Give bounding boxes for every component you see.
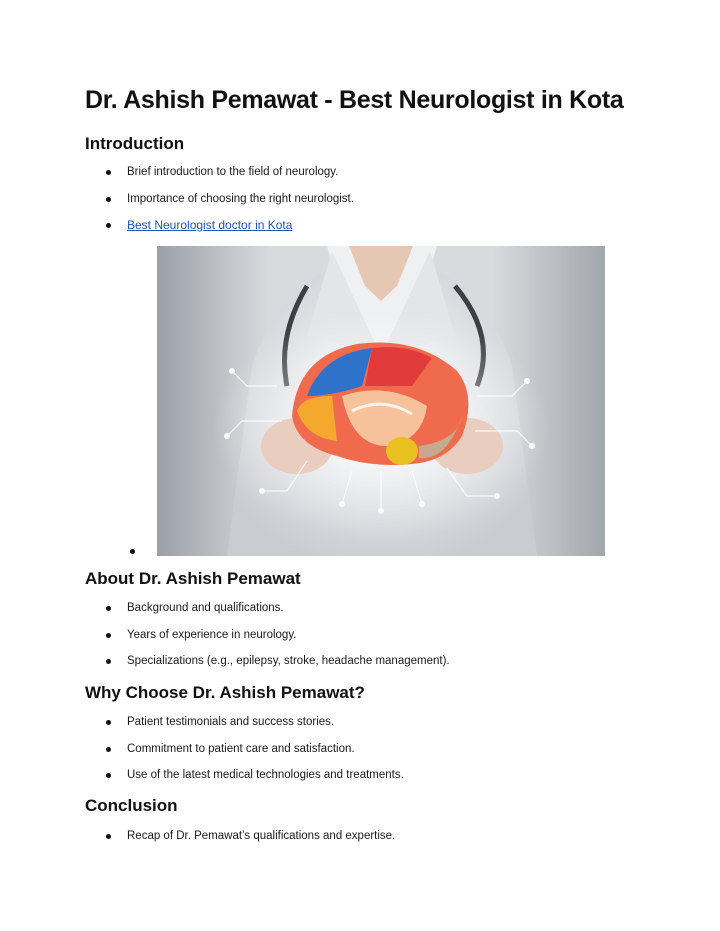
list-item: Background and qualifications. xyxy=(85,599,450,626)
image-list-item xyxy=(85,246,615,558)
list-item: Use of the latest medical technologies and treatments. xyxy=(85,766,404,793)
section-heading-about: About Dr. Ashish Pemawat xyxy=(85,569,301,588)
section-heading-why-choose: Why Choose Dr. Ashish Pemawat? xyxy=(85,683,365,702)
list-item: Importance of choosing the right neurologist. xyxy=(85,190,354,217)
neurologist-link[interactable]: Best Neurologist doctor in Kota xyxy=(127,218,293,233)
introduction-list xyxy=(85,163,354,243)
why-choose-list xyxy=(85,713,404,793)
conclusion-list xyxy=(85,827,395,854)
list-item: Commitment to patient care and satisfaction. xyxy=(85,740,404,767)
about-list xyxy=(85,599,450,679)
list-item: Years of experience in neurology. xyxy=(85,626,450,653)
list-item: Recap of Dr. Pemawat’s qualifications and expertise. xyxy=(85,827,395,854)
list-item xyxy=(85,216,354,243)
doctor-brain-photo xyxy=(157,246,605,556)
list-item: Specializations (e.g., epilepsy, stroke, headache management). xyxy=(85,652,450,679)
list-item: Patient testimonials and success stories. xyxy=(85,713,404,740)
list-item: Brief introduction to the field of neurology. xyxy=(85,163,354,190)
section-heading-introduction: Introduction xyxy=(85,134,185,153)
bullet xyxy=(130,549,135,554)
section-heading-conclusion: Conclusion xyxy=(85,796,178,815)
page-title: Dr. Ashish Pemawat - Best Neurologist in Kota xyxy=(85,86,624,114)
